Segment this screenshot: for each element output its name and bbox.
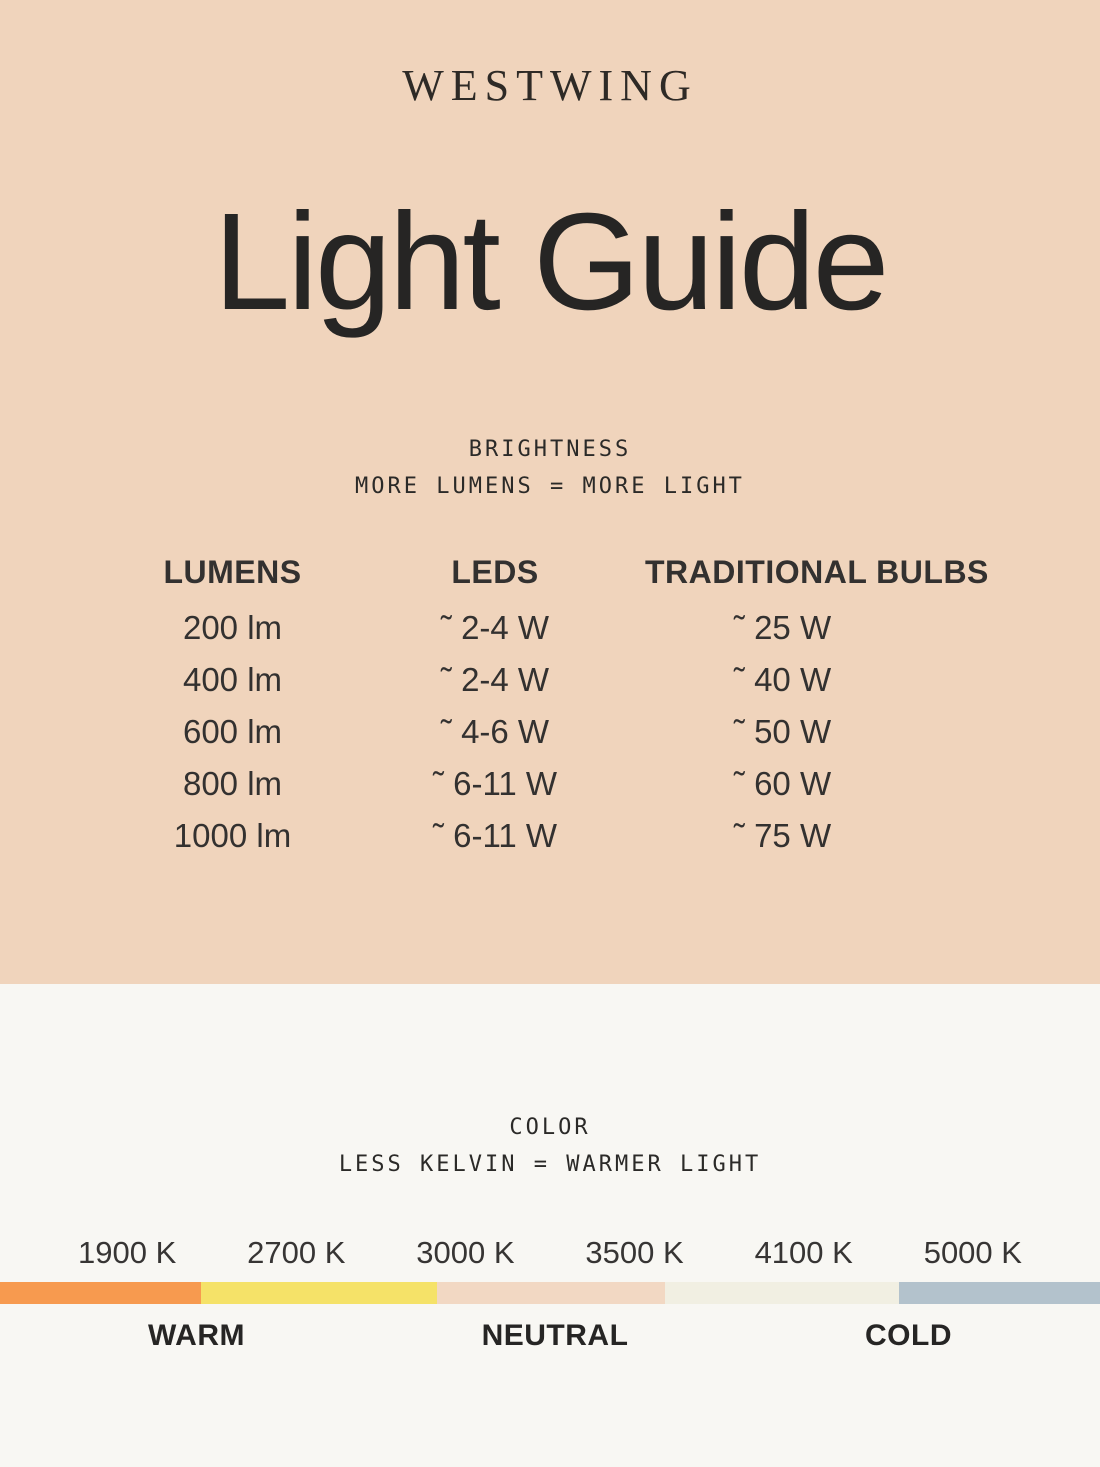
led-watt-value: ˜ 6-11 W [432,816,558,854]
column-header-leds: LEDS [451,554,539,591]
scale-segment-cold-blue [899,1282,1100,1304]
kelvin-label: 4100 K [754,1235,853,1271]
kelvin-label: 1900 K [78,1235,177,1271]
bulb-watt-value: ˜ 60 W [733,764,832,802]
temperature-label-neutral: NEUTRAL [481,1319,629,1353]
table-row [120,706,920,758]
table-body [120,602,920,862]
bulb-watt-value: ˜ 40 W [733,660,832,698]
scale-segment-warm-yellow [201,1282,436,1304]
brand-logo: WESTWING [402,61,698,110]
kelvin-label: 2700 K [247,1235,346,1271]
lumens-value: 800 lm [182,764,283,802]
led-watt-value: ˜ 4-6 W [440,712,550,750]
kelvin-label: 3500 K [585,1235,684,1271]
lumens-value: 200 lm [182,608,283,646]
color-subheading: LESS KELVIN = WARMER LIGHT [338,1151,762,1177]
column-header-lumens: LUMENS [163,554,302,591]
led-watt-value: ˜ 2-4 W [440,608,550,646]
table-header-row [120,553,989,591]
brightness-heading: BRIGHTNESS [468,437,632,462]
bulb-watt-value: ˜ 25 W [733,608,832,646]
temperature-label-warm: WARM [148,1319,245,1353]
kelvin-scale-labels [0,1234,1100,1271]
column-header-traditional-bulbs: TRADITIONAL BULBS [645,554,989,591]
scale-segment-neutral-cream [665,1282,898,1304]
brightness-subheading: MORE LUMENS = MORE LIGHT [355,473,745,499]
temperature-label-cold: COLD [865,1319,952,1353]
color-temperature-scale [0,1282,1100,1304]
table-row [120,758,920,810]
lumens-table [120,553,989,861]
lumens-value: 1000 lm [173,816,292,854]
kelvin-label: 3000 K [416,1235,515,1271]
kelvin-label: 5000 K [923,1235,1022,1271]
color-heading: COLOR [509,1115,591,1140]
scale-segment-warm-white-peach [437,1282,666,1304]
lumens-value: 400 lm [182,660,283,698]
bulb-watt-value: ˜ 75 W [733,816,832,854]
color-heading-block [0,1114,1100,1179]
bulb-watt-value: ˜ 50 W [733,712,832,750]
table-row [120,654,920,706]
lumens-value: 600 lm [182,712,283,750]
led-watt-value: ˜ 2-4 W [440,660,550,698]
table-row [120,810,920,862]
led-watt-value: ˜ 6-11 W [432,764,558,802]
table-row [120,602,920,654]
color-section [0,984,1100,1467]
temperature-labels [0,1318,1100,1354]
brightness-heading-block [0,436,1100,501]
page-title: Light Guide [213,185,887,339]
scale-segment-candle-orange [0,1282,201,1304]
